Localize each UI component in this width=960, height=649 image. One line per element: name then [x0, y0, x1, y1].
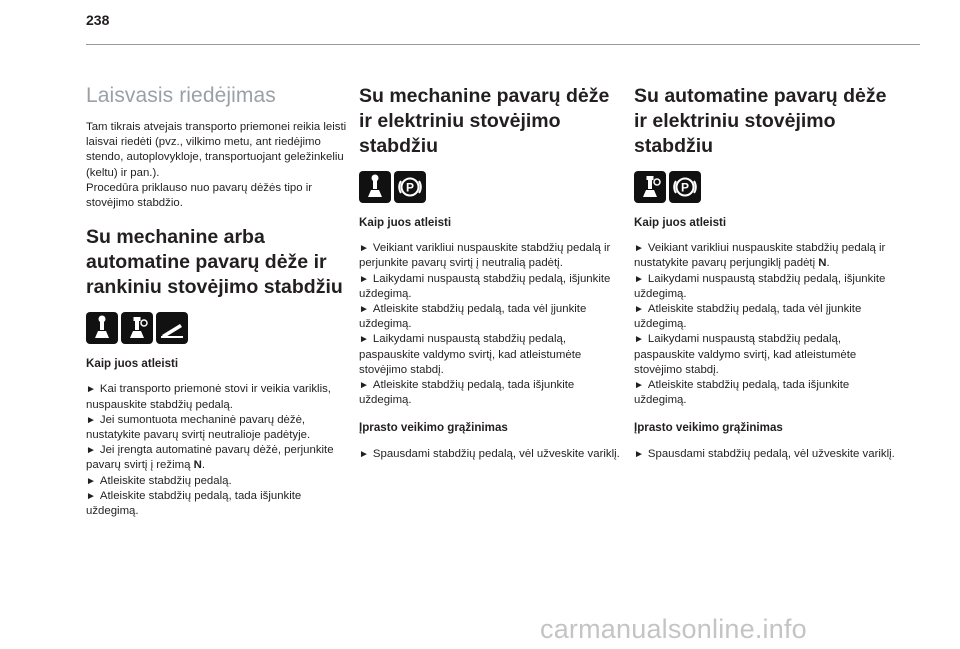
section-title-manual-electric: Su mechanine pavarų dėže ir elektriniu stovėjimo stabdžiu [359, 85, 610, 157]
release-steps [359, 241, 621, 408]
electric-parking-brake-icon [669, 171, 701, 203]
column-automatic-electric-brake [634, 84, 896, 474]
release-heading: Kaip juos atleisti [86, 357, 179, 371]
list-item: ► Atleiskite stabdžių pedalą, tada vėl įjunkite uždegimą. [634, 303, 862, 331]
list-item: ► Kai transporto priemonė stovi ir veikia variklis, nuspauskite stabdžių pedalą. [86, 383, 331, 411]
list-item: ► Atleiskite stabdžių pedalą, tada išjunkite uždegimą. [86, 489, 302, 518]
icon-row [86, 312, 348, 344]
section-title-automatic-electric: Su automatine pavarų dėže ir elektriniu stovėjimo stabdžiu [634, 85, 887, 157]
release-heading: Kaip juos atleisti [359, 216, 452, 229]
icon-row [634, 171, 896, 203]
intro-paragraph: Tam tikrais atvejais transporto priemonei reikia leisti laisvai riedėti (pvz., vilkimo metu, ant riedėjimo stendo, autoplovykloje, transportuojant geležinkeliu (keltu) ir pan.). [86, 121, 347, 179]
column-free-wheeling-intro [86, 84, 348, 531]
manual-gearshift-icon [359, 171, 391, 203]
automatic-gearshift-icon [634, 171, 666, 203]
release-heading: Kaip juos atleisti [634, 216, 727, 229]
list-item: ► Laikydami nuspaustą stabdžių pedalą, paspauskite valdymo svirtį, kad atleistumėte stovėjimo stabdį. [634, 333, 857, 376]
restore-steps [359, 447, 621, 462]
restore-steps [634, 447, 896, 462]
section-title-manual-auto-handbrake: Su mechanine arba automatine pavarų dėže ir rankiniu stovėjimo stabdžiu [86, 226, 343, 299]
icon-row [359, 171, 621, 203]
list-item: ► Laikydami nuspaustą stabdžių pedalą, išjunkite uždegimą. [634, 272, 886, 300]
list-item: ► Spausdami stabdžių pedalą, vėl užveskite variklį. [359, 447, 620, 460]
intro-paragraph-2: Procedūra priklauso nuo pavarų dėžės tipo ir stovėjimo stabdžio. [86, 181, 313, 210]
automatic-gearshift-icon [121, 312, 153, 344]
list-item: ► Atleiskite stabdžių pedalą, tada išjunkite uždegimą. [634, 379, 850, 407]
list-item: ► Spausdami stabdžių pedalą, vėl užveskite variklį. [634, 447, 895, 460]
column-manual-electric-brake [359, 84, 621, 474]
release-steps [86, 382, 348, 519]
list-item: ► Laikydami nuspaustą stabdžių pedalą, paspauskite valdymo svirtį, kad atleistumėte stovėjimo stabdį. [359, 333, 582, 376]
watermark: carmanualsonline.info [540, 614, 807, 644]
list-item: ► Laikydami nuspaustą stabdžių pedalą, išjunkite uždegimą. [359, 272, 611, 300]
list-item: ► Atleiskite stabdžių pedalą, tada vėl įjunkite uždegimą. [359, 303, 587, 331]
list-item: ► Veikiant varikliui nuspauskite stabdžių pedalą ir nustatykite pavarų perjungiklį padėtį N. [634, 242, 886, 270]
list-item: ► Jei sumontuota mechaninė pavarų dėžė, nustatykite pavarų svirtį neutralioje padėtyje. [86, 413, 311, 442]
restore-heading: Įprasto veikimo grąžinimas [634, 421, 783, 435]
list-item: ► Veikiant varikliui nuspauskite stabdžių pedalą ir perjunkite pavarų svirtį į neutralią padėtį. [359, 242, 611, 270]
manual-gearshift-icon [86, 312, 118, 344]
header-divider [86, 44, 920, 45]
list-item: ► Atleiskite stabdžių pedalą, tada išjunkite uždegimą. [359, 379, 575, 407]
restore-heading: Įprasto veikimo grąžinimas [359, 421, 508, 435]
release-steps [634, 241, 896, 408]
svg-text:P: P [405, 180, 415, 195]
svg-text:P: P [680, 180, 690, 195]
electric-parking-brake-icon [394, 171, 426, 203]
list-item: ► Atleiskite stabdžių pedalą. [86, 474, 232, 487]
page-title: Laisvasis riedėjimas [86, 84, 276, 107]
list-item: ► Jei įrengta automatinė pavarų dėžė, perjunkite pavarų svirtį į režimą N. [86, 444, 334, 472]
page-number: 238 [86, 12, 110, 28]
handbrake-lever-icon [156, 312, 188, 344]
